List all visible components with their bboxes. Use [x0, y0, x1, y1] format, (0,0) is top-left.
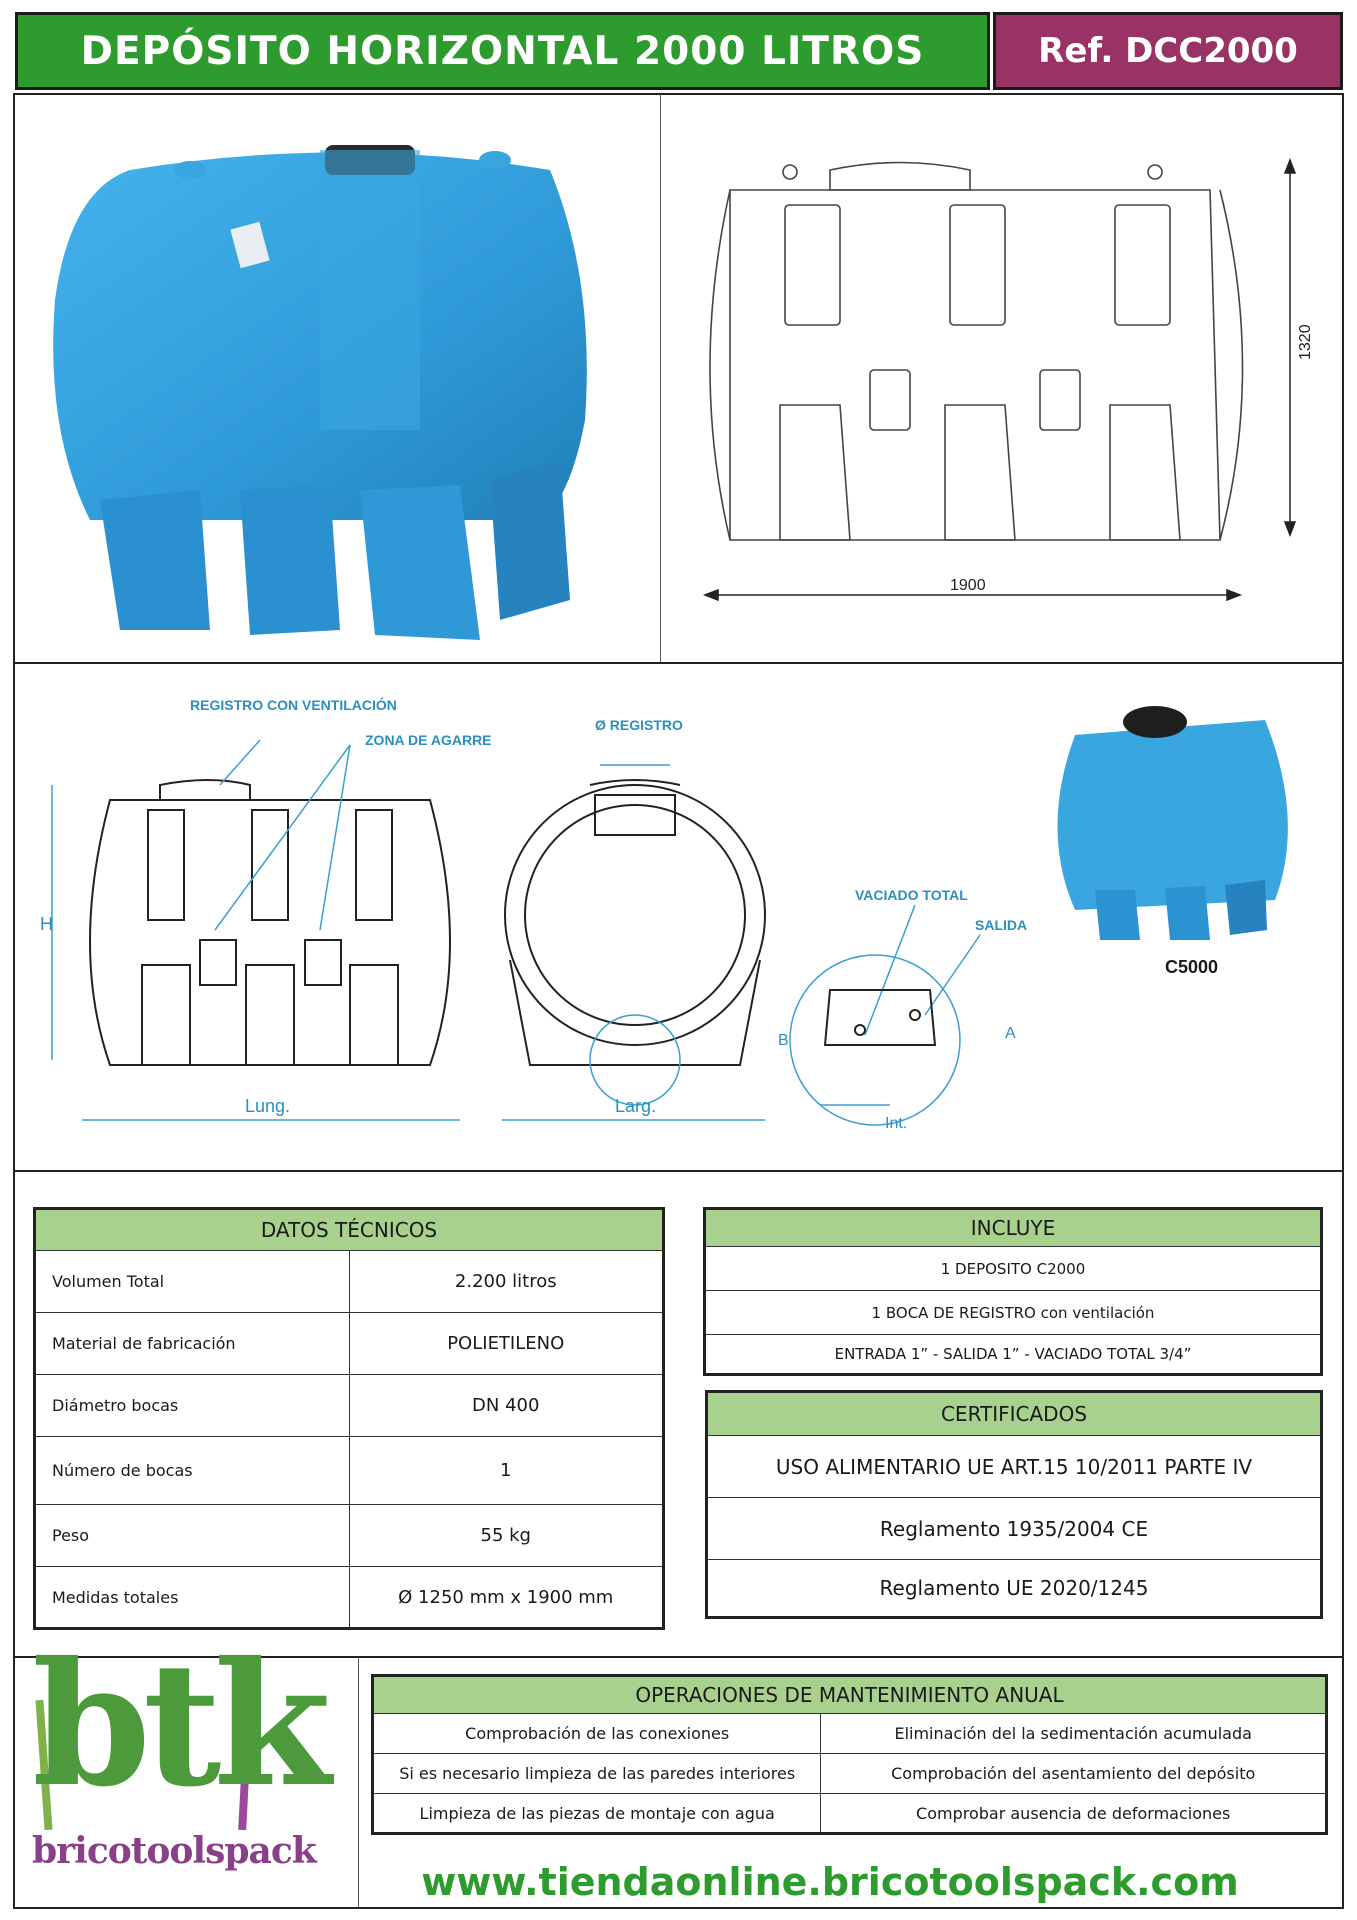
tank-photo — [40, 130, 600, 640]
int-label: Int. — [885, 1115, 908, 1132]
table-row: Número de bocas 1 — [35, 1437, 664, 1505]
incluye-table — [703, 1207, 1323, 1376]
list-item: Reglamento UE 2020/1245 — [707, 1560, 1322, 1618]
website-link[interactable]: www.tiendaonline.bricotoolspack.com — [421, 1860, 1239, 1904]
lung-label: Lung. — [245, 1096, 291, 1116]
btk-logo — [32, 1625, 347, 1880]
section-divider — [660, 94, 661, 663]
mantenimiento-table — [371, 1674, 1328, 1835]
datos-tecnicos-header: DATOS TÉCNICOS — [35, 1209, 664, 1251]
certificados-header: CERTIFICADOS — [707, 1392, 1322, 1436]
logo-letters: btk — [32, 1625, 324, 1825]
table-row: Comprobación de las conexiones Eliminación del la sedimentación acumulada — [373, 1714, 1327, 1754]
h-label: H — [40, 914, 53, 934]
table-row: Diámetro bocas DN 400 — [35, 1375, 664, 1437]
list-item: USO ALIMENTARIO UE ART.15 10/2011 PARTE IV — [707, 1436, 1322, 1498]
list-item: 1 BOCA DE REGISTRO con ventilación — [705, 1291, 1322, 1335]
page-title: DEPÓSITO HORIZONTAL 2000 LITROS — [15, 12, 990, 90]
list-item: Reglamento 1935/2004 CE — [707, 1498, 1322, 1560]
table-row: Si es necesario limpieza de las paredes interiores Comprobación del asentamiento del depósito — [373, 1754, 1327, 1794]
datos-tecnicos-table — [33, 1207, 665, 1630]
reference-badge: Ref. DCC2000 — [993, 12, 1343, 90]
list-item: ENTRADA 1” - SALIDA 1” - VACIADO TOTAL 3/4” — [705, 1335, 1322, 1375]
incluye-header: INCLUYE — [705, 1209, 1322, 1247]
table-row: Volumen Total 2.200 litros — [35, 1251, 664, 1313]
registro-ventilacion-label: REGISTRO CON VENTILACIÓN — [190, 697, 397, 713]
dimensions-diagram — [30, 690, 1030, 1150]
a-label: A — [1005, 1025, 1016, 1042]
model-label: C5000 — [1165, 957, 1219, 977]
height-dimension-label: 1320 — [1297, 324, 1314, 360]
zona-agarre-label: ZONA DE AGARRE — [365, 732, 492, 748]
table-row: Medidas totales Ø 1250 mm x 1900 mm — [35, 1567, 664, 1629]
width-dimension-label: 1900 — [950, 577, 986, 594]
larg-label: Larg. — [615, 1096, 657, 1116]
list-item: 1 DEPOSITO C2000 — [705, 1247, 1322, 1291]
vaciado-total-label: VACIADO TOTAL — [855, 887, 968, 903]
table-row: Limpieza de las piezas de montaje con agua Comprobar ausencia de deformaciones — [373, 1794, 1327, 1834]
mantenimiento-header: OPERACIONES DE MANTENIMIENTO ANUAL — [373, 1676, 1327, 1714]
table-row: Peso 55 kg — [35, 1505, 664, 1567]
salida-label: SALIDA — [975, 917, 1028, 933]
table-row: Material de fabricación POLIETILENO — [35, 1313, 664, 1375]
tank-front-drawing — [690, 130, 1330, 610]
registro-label: Ø REGISTRO — [595, 717, 683, 733]
tank-c5000-image — [1035, 700, 1315, 960]
footer-divider — [358, 1657, 359, 1907]
b-label: B — [778, 1032, 789, 1049]
logo-brand: bricotoolspack — [32, 1830, 316, 1872]
certificados-table — [705, 1390, 1323, 1619]
